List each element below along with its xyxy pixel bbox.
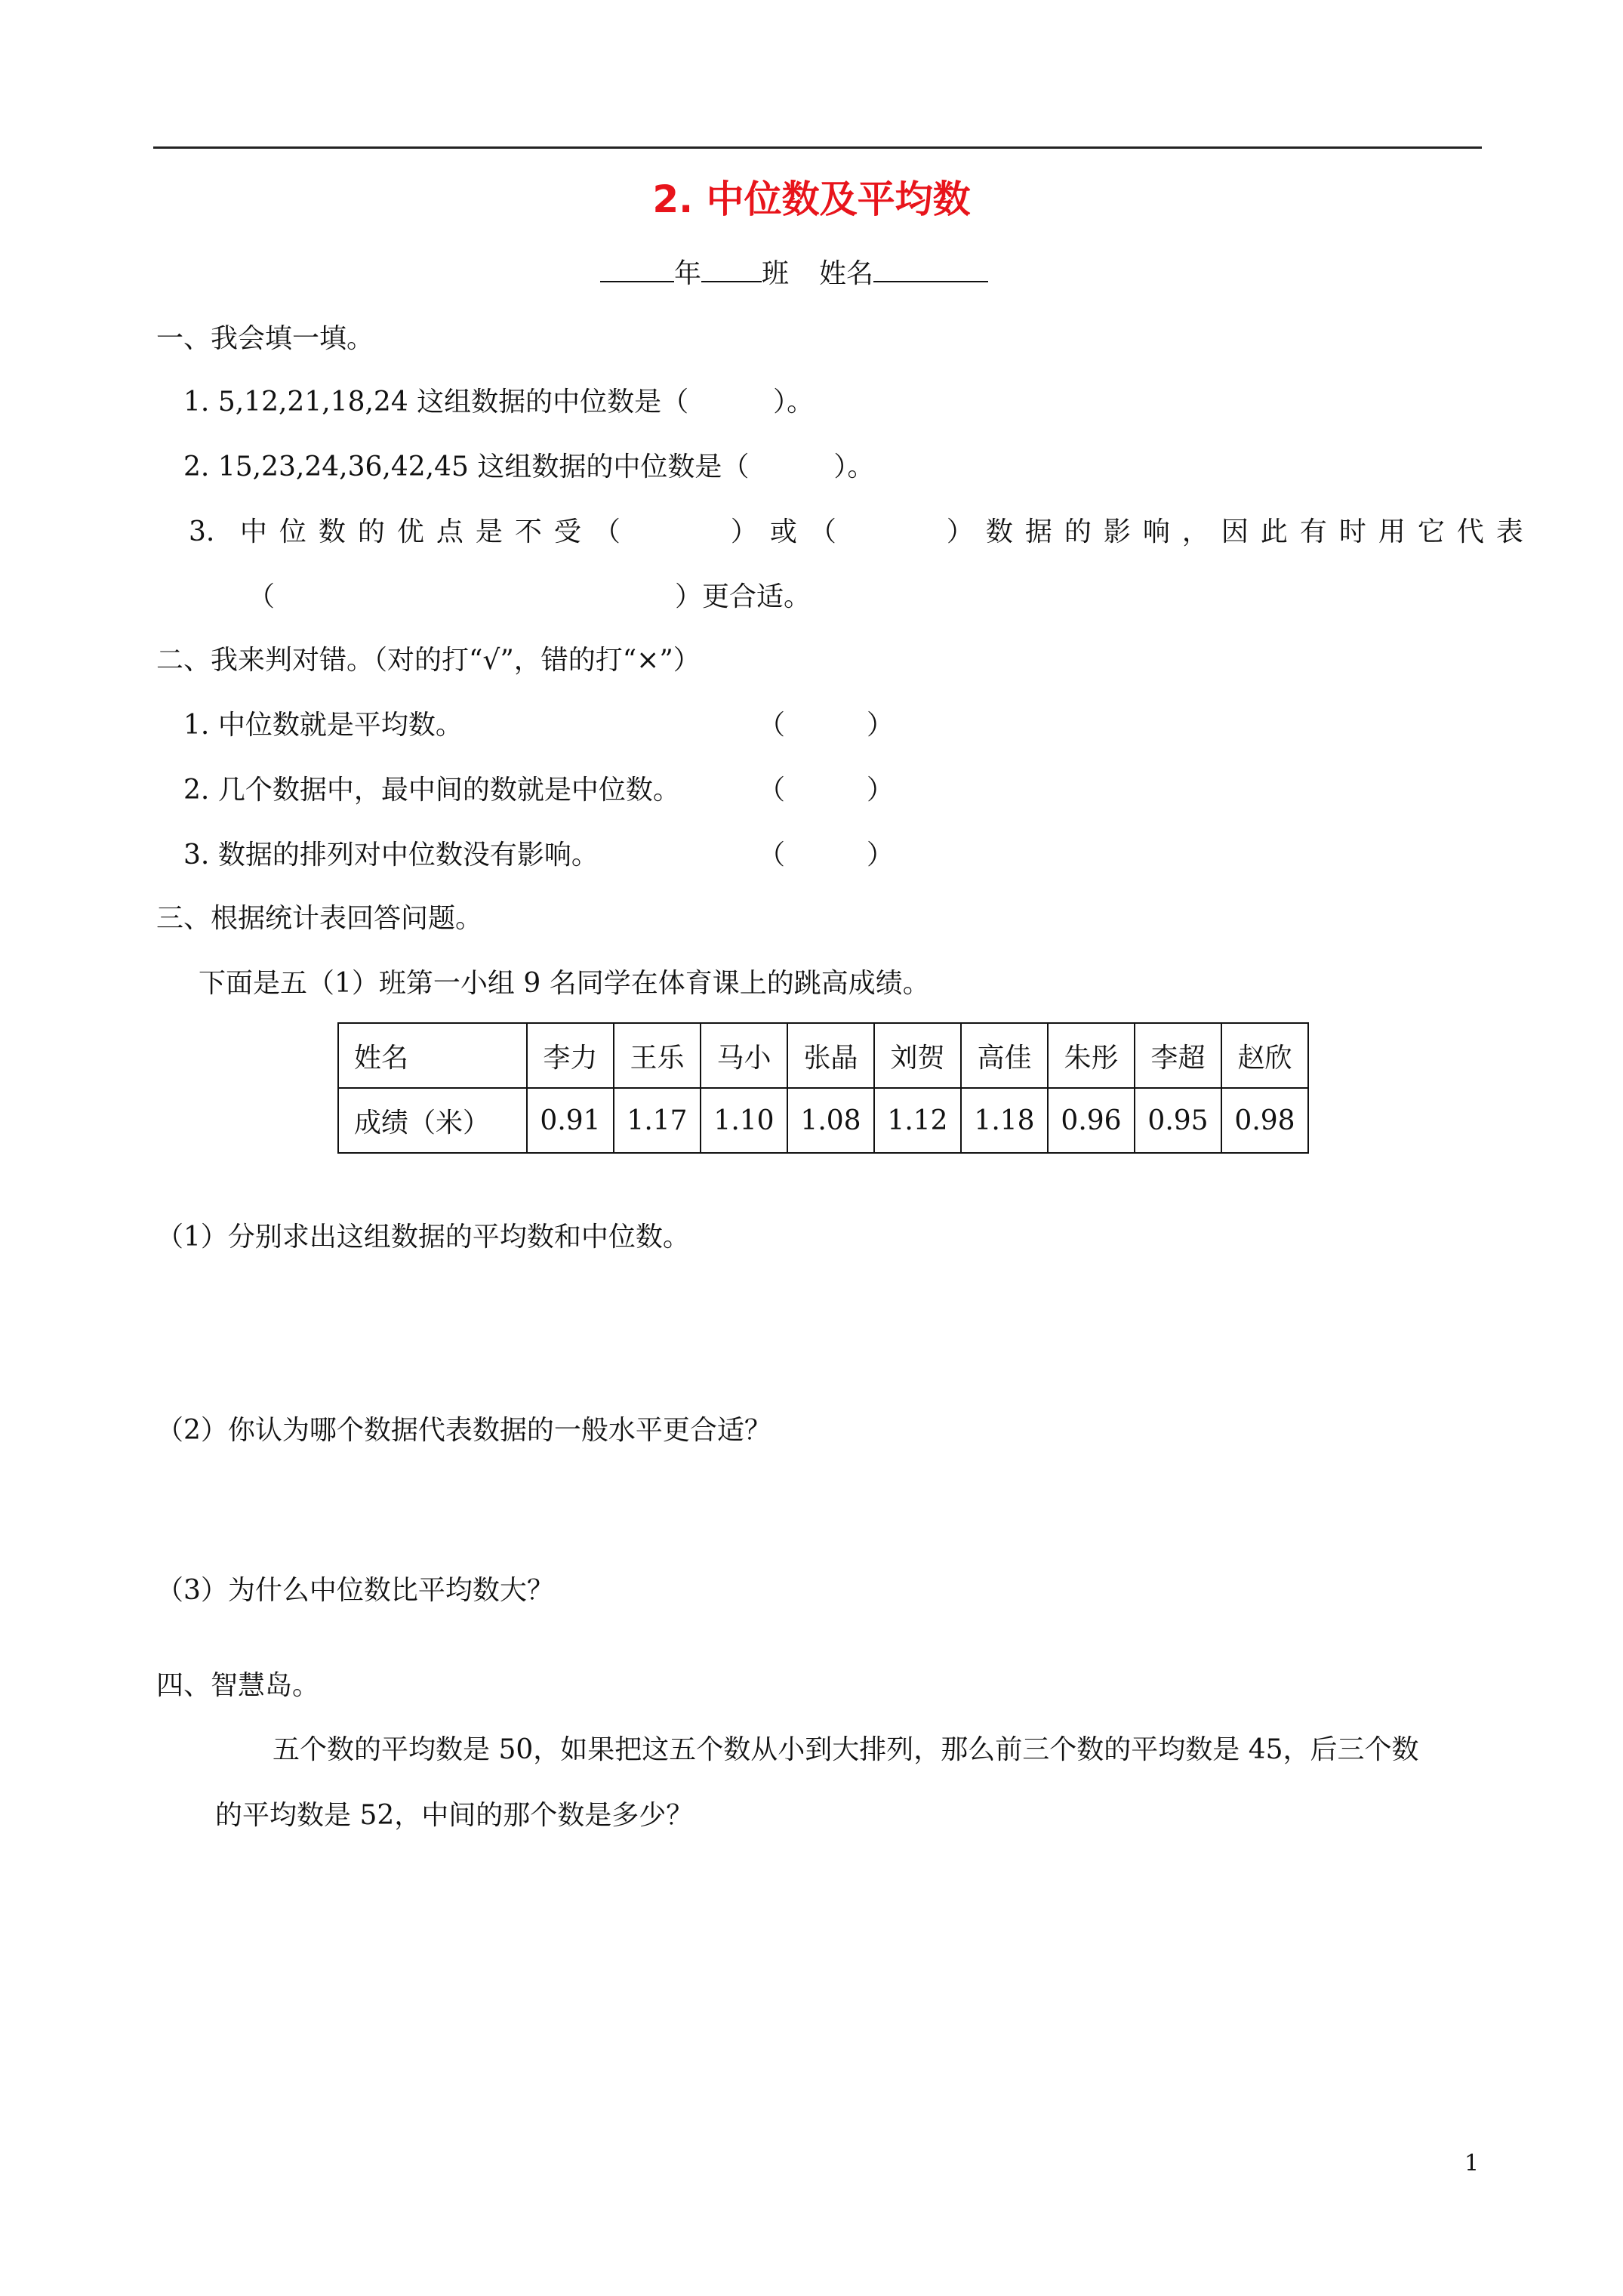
table-row-scores bbox=[338, 1088, 1308, 1153]
s4-problem-line-1: 五个数的平均数是 50，如果把这五个数从小到大排列，那么前三个数的平均数是 45，后三个数 bbox=[273, 1734, 1419, 1765]
s4-problem-line-2: 的平均数是 52，中间的那个数是多少？ bbox=[215, 1800, 694, 1831]
s2-item-2-text: 几个数据中，最中间的数就是中位数。 bbox=[217, 775, 680, 806]
s1-q3-part2: ）或（ bbox=[730, 516, 848, 547]
score-cell: 0.95 bbox=[1135, 1088, 1221, 1153]
s2-item-1-text: 中位数就是平均数。 bbox=[217, 710, 463, 741]
score-cell: 1.18 bbox=[961, 1088, 1048, 1153]
score-cell: 0.98 bbox=[1221, 1088, 1308, 1153]
score-cell: 0.91 bbox=[527, 1088, 614, 1153]
year-label: 年 bbox=[674, 258, 702, 289]
score-cell: 1.10 bbox=[701, 1088, 787, 1153]
name-label: 姓名 bbox=[819, 258, 874, 289]
class-blank[interactable] bbox=[701, 255, 762, 282]
name-cell: 马小 bbox=[701, 1023, 787, 1088]
year-blank[interactable] bbox=[600, 255, 674, 282]
s2-item-2-answer[interactable]: （ ） bbox=[758, 775, 895, 806]
scores-table bbox=[337, 1022, 1309, 1154]
s3-question-2: （2）你认为哪个数据代表数据的一般水平更合适？ bbox=[156, 1415, 771, 1446]
student-info-line bbox=[600, 255, 988, 291]
s1-question-3 bbox=[189, 516, 1535, 549]
s1-q1-text: 5,12,21,18,24 这组数据的中位数是（ bbox=[217, 387, 689, 418]
s2-item-3-answer[interactable]: （ ） bbox=[758, 840, 895, 871]
score-cell: 0.96 bbox=[1048, 1088, 1135, 1153]
s2-item-1-number: 1. bbox=[183, 710, 210, 741]
row-header-name: 姓名 bbox=[338, 1023, 527, 1088]
s3-question-1: （1）分别求出这组数据的平均数和中位数。 bbox=[156, 1222, 690, 1253]
s1-q2-number: 2. bbox=[183, 451, 210, 482]
class-label: 班 bbox=[762, 258, 790, 289]
s1-question-1 bbox=[183, 386, 814, 419]
name-cell: 高佳 bbox=[961, 1023, 1048, 1088]
section4-heading: 四、智慧岛。 bbox=[156, 1670, 320, 1701]
s1-question-3-cont bbox=[248, 581, 811, 614]
s2-item-3-text: 数据的排列对中位数没有影响。 bbox=[217, 840, 599, 871]
header-rule bbox=[153, 146, 1482, 149]
page-number: 1 bbox=[1464, 2150, 1480, 2177]
name-cell: 李超 bbox=[1135, 1023, 1221, 1088]
s2-item-2-number: 2. bbox=[183, 775, 210, 806]
page-title: 2. 中位数及平均数 bbox=[652, 177, 971, 221]
s1-q3-part1: 中位数的优点是不受（ bbox=[239, 516, 633, 547]
name-blank[interactable] bbox=[873, 255, 988, 282]
section3-heading: 三、根据统计表回答问题。 bbox=[156, 903, 483, 934]
name-cell: 王乐 bbox=[614, 1023, 701, 1088]
name-cell: 赵欣 bbox=[1221, 1023, 1308, 1088]
score-cell: 1.12 bbox=[874, 1088, 961, 1153]
table-row-names bbox=[338, 1023, 1308, 1088]
s1-q2-text: 15,23,24,36,42,45 这组数据的中位数是（ bbox=[217, 451, 750, 482]
s2-item-2 bbox=[183, 774, 680, 807]
s1-q2-end: ）。 bbox=[833, 451, 875, 482]
s1-q3-part3: ）数据的影响，因此有时用它代表 bbox=[946, 516, 1535, 547]
score-cell: 1.17 bbox=[614, 1088, 701, 1153]
name-cell: 刘贺 bbox=[874, 1023, 961, 1088]
s1-question-2 bbox=[183, 451, 874, 484]
score-cell: 1.08 bbox=[787, 1088, 874, 1153]
s2-item-3-number: 3. bbox=[183, 840, 210, 871]
s1-q1-number: 1. bbox=[183, 387, 210, 418]
s1-q3-line2-end: ）更合适。 bbox=[675, 581, 812, 612]
section2-heading: 二、我来判对错。（对的打“√”，错的打“×”） bbox=[156, 645, 701, 676]
name-cell: 朱彤 bbox=[1048, 1023, 1135, 1088]
name-cell: 李力 bbox=[527, 1023, 614, 1088]
s2-item-1 bbox=[183, 709, 463, 742]
s1-q3-line2-open: （ bbox=[248, 581, 276, 612]
s1-q3-number: 3. bbox=[189, 516, 215, 547]
s1-q1-end: ）。 bbox=[773, 387, 815, 418]
s2-item-3 bbox=[183, 839, 599, 872]
s3-intro: 下面是五（1）班第一小组 9 名同学在体育课上的跳高成绩。 bbox=[199, 968, 930, 999]
name-cell: 张晶 bbox=[787, 1023, 874, 1088]
s3-question-3: （3）为什么中位数比平均数大？ bbox=[156, 1575, 554, 1606]
s2-item-1-answer[interactable]: （ ） bbox=[758, 710, 895, 741]
section1-heading: 一、我会填一填。 bbox=[156, 323, 374, 354]
row-header-score: 成绩（米） bbox=[338, 1088, 527, 1153]
